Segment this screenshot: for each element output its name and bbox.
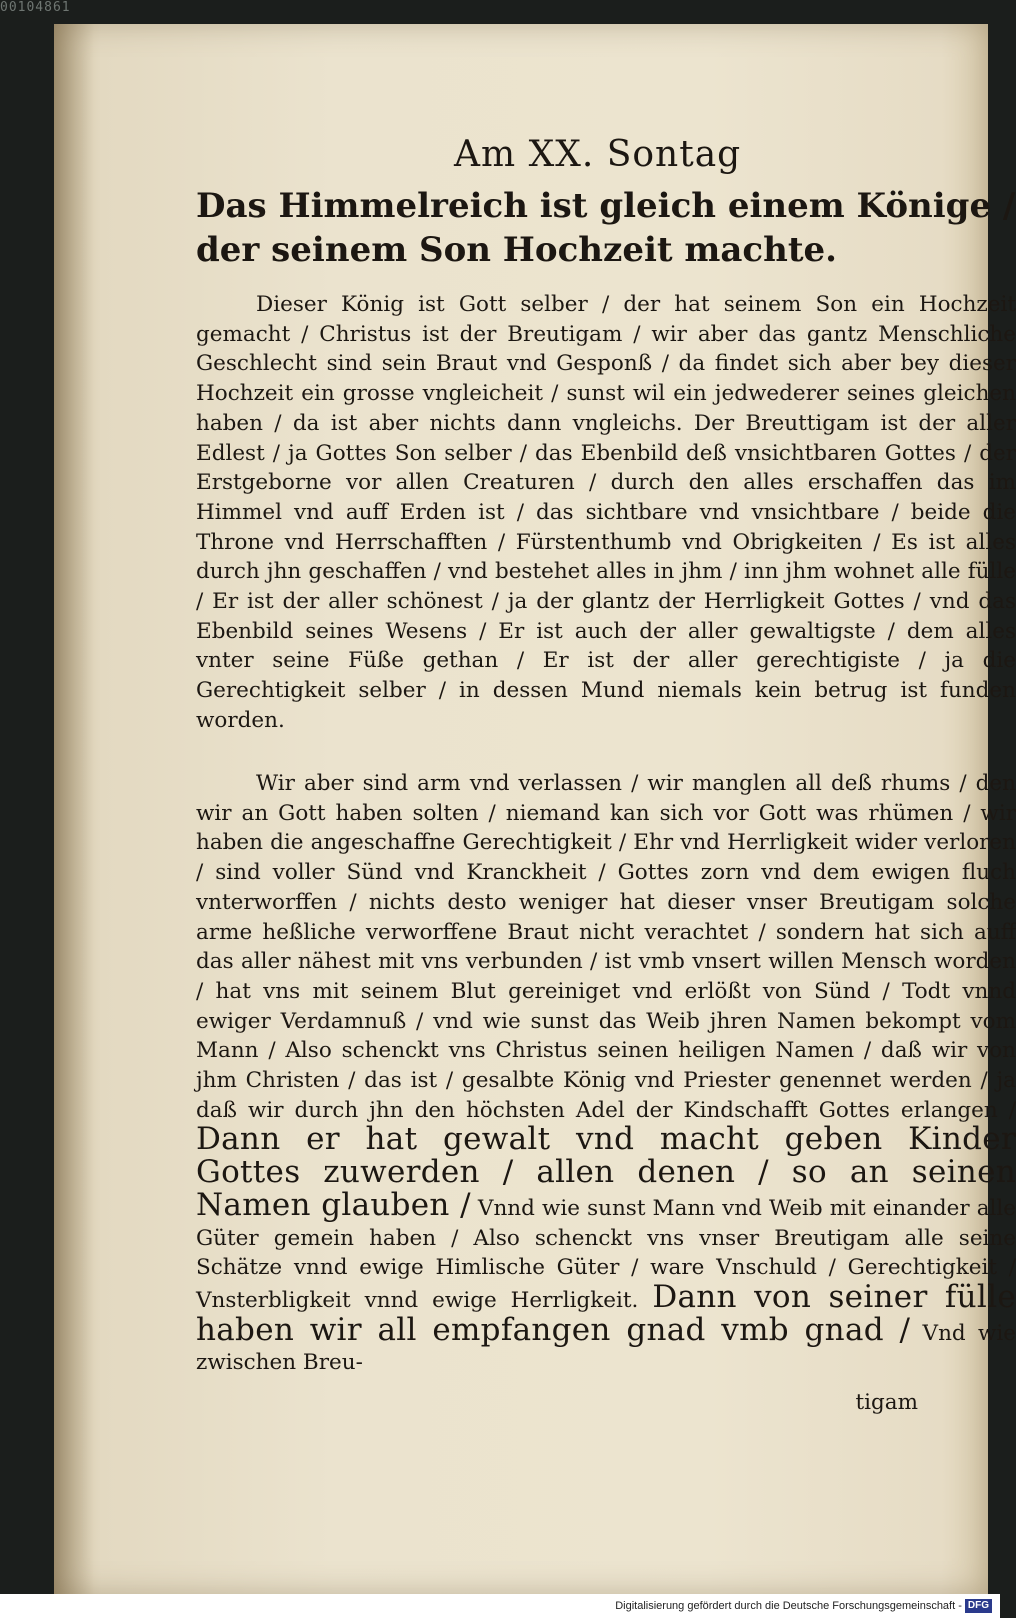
paragraph-1: Dieser König ist Gott selber / der hat seinem Son ein Hochzeit gemacht / Christus ist der Breutigam / wir aber das gantz Menschliche Geschlecht sind sein Braut vnd Gesponß / da findet sich aber bey dieser Hochzeit ein grosse vngleicheit / sunst wil ein jedwederer seines gleichen haben / da ist aber nichts dann vngleichs. Der Breuttigam ist der aller Edlest / ja Gottes Son selber / das Ebenbild deß vnsichtbaren Gottes / der Erstgeborne vor allen Creaturen / durch den alles erschaffen das im Himmel vnd auff Erden ist / das sichtbare vnd vnsichtbare / beide die Throne vnd Herrschafften / Fürstenthumb vnd Obrigkeiten / Es ist alles durch jhn geschaffen / vnd bestehet alles in jhm / inn jhm wohnet alle fülle / Er ist der aller schönest / ja der glantz der Herrligkeit Gottes / vnd das Ebenbild seines Wesens / Er ist auch der aller gewaltigste / dem alles vnter seine Füße gethan / Er ist der aller gerechtigiste / ja die Gerechtigkeit selber / in dessen Mund niemals kein betrug ist funden worden. [196, 292, 1016, 733]
scripture-quote-2: Dann von seiner fülle haben wir all empfangen gnad vmb gnad / [196, 1278, 1016, 1348]
scripture-quote-1: Dann er hat gewalt vnd macht geben Kinder Gottes zuwerden / allen denen / so an seinen Namen glauben / [196, 1121, 1016, 1223]
verse-heading: Das Himmelreich ist gleich einem Könige / der seinem Son Hochzeit machte. [196, 186, 1016, 270]
catchword: tigam [855, 1390, 918, 1415]
paragraph-2-text-b: Vnnd wie sunst Mann vnd Weib mit einander alle Güter gemein haben / Also schenckt vns vnser Breutigam alle seine Schätze vnnd ewige Himlische Güter / ware Vnschuld / Gerechtigkeit / Vnsterbligkeit vnnd ewige Herrligkeit. [196, 1195, 1016, 1313]
book-page [54, 24, 1016, 1594]
paragraph-2-text-a: Wir aber sind arm vnd verlassen / wir manglen all deß rhums / den wir an Gott haben solten / niemand kan sich vor Gott was rhümen / wir haben die angeschaffne Gerechtigkeit / Ehr vnd Herrligkeit wider verloren / sind voller Sünd vnd Kranckheit / Gottes zorn vnd dem ewigen fluch vnterworffen / nichts desto weniger hat dieser vnser Breutigam solche arme heßliche verworffene Braut nicht verachtet / sondern hat sich auff das aller nähest mit vns verbunden / ist vmb vnsert willen Mensch worden / hat vns mit seinem Blut gereiniget vnd erlößt von Sünd / Todt vnnd ewiger Verdamnuß / vnd wie sunst das Weib jhren Namen bekompt vom Mann / Also schenckt vns Christus seinen heiligen Namen / daß wir von jhm Christen / das ist / gesalbte König vnd Priester genennet werden / ja daß wir durch jhn den höchsten Adel der Kindschafft Gottes erlangen / [196, 771, 1016, 1123]
running-head: Am XX. Sontag [454, 134, 742, 175]
footer-bar [0, 1594, 1000, 1618]
scan-id-label: 00104861 [0, 0, 71, 15]
footer-credit: Digitalisierung gefördert durch die Deutsche Forschungsgemeinschaft - [615, 1600, 962, 1612]
paragraph-2-text-c: Vnd wie zwischen Breu- [196, 1320, 1016, 1376]
dfg-logo-icon: DFG [965, 1599, 992, 1613]
paragraph-2 [196, 769, 1016, 1378]
